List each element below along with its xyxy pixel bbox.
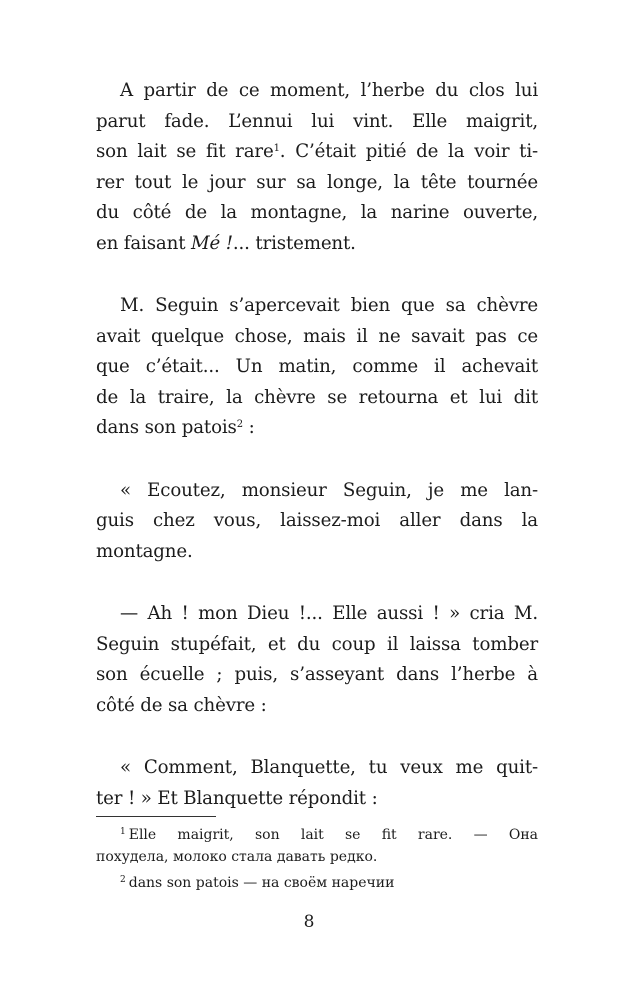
footnote-text: dans son patois — на своём наречии xyxy=(128,875,395,891)
text-line: montagne. xyxy=(96,540,193,562)
text-line: M. Seguin s’apercevait bien que sa chèvre xyxy=(120,295,538,316)
text-line xyxy=(96,137,538,168)
paragraph xyxy=(96,476,538,568)
paragraph xyxy=(96,599,538,721)
text-line: son écuelle ; puis, s’asseyant dans l’herbe à xyxy=(96,664,538,685)
text-span: son lait se fit rare xyxy=(96,141,274,162)
page-number: 8 xyxy=(303,912,315,932)
text-span: en faisant xyxy=(96,232,191,254)
text-line: guis chez vous, laissez-moi aller dans la xyxy=(96,510,538,531)
paragraph xyxy=(96,76,538,259)
text-line: rer tout le jour sur sa longe, la tête tournée xyxy=(96,171,538,193)
footnote-line xyxy=(96,872,538,894)
italic-text: Mé ! xyxy=(190,232,233,254)
footnote-line: похудела, молоко стала давать редко. xyxy=(96,849,378,865)
footnote-divider xyxy=(96,816,216,817)
paragraph-gap xyxy=(96,721,538,753)
text-line: parut fade. L’ennui lui vint. Elle maigrit, xyxy=(96,110,538,132)
text-line: A partir de ce moment, l’herbe du clos lui xyxy=(120,80,538,101)
footnote-text: Elle maigrit, son lait se fit rare. — Она xyxy=(128,827,538,843)
footnote-ref[interactable]: 2 xyxy=(236,419,243,430)
text-span: . C’était pitié de la voir ti- xyxy=(279,141,538,162)
footnote-marker: 2 xyxy=(120,875,126,885)
text-span: dans son patois xyxy=(96,417,237,438)
text-line: Seguin stupéfait, et du coup il laissa tomber xyxy=(96,633,538,655)
text-span: : xyxy=(242,417,255,438)
paragraph-gap xyxy=(96,567,538,599)
text-line xyxy=(96,229,538,260)
paragraph xyxy=(96,291,538,444)
paragraph-gap xyxy=(96,444,538,476)
footnote xyxy=(96,824,538,868)
text-line: que c’était... Un matin, comme il achevait xyxy=(96,356,538,377)
text-line: du côté de la montagne, la narine ouverte, xyxy=(96,202,538,223)
text-line: avait quelque chose, mais il ne savait pas ce xyxy=(96,325,538,347)
text-line: « Ecoutez, monsieur Seguin, je me lan- xyxy=(120,479,538,501)
footnote xyxy=(96,872,538,894)
page-body xyxy=(96,76,538,814)
text-line: de la traire, la chèvre se retourna et lui dit xyxy=(96,386,538,408)
text-line: — Ah ! mon Dieu !... Elle aussi ! » cria M. xyxy=(120,603,538,624)
text-line: « Comment, Blanquette, tu veux me quit- xyxy=(120,757,538,778)
paragraph xyxy=(96,753,538,814)
footnote-ref[interactable]: 1 xyxy=(273,143,280,154)
paragraph-gap xyxy=(96,259,538,291)
text-line: ter ! » Et Blanquette répondit : xyxy=(96,787,378,809)
footnote-marker: 1 xyxy=(120,827,126,837)
footnotes xyxy=(96,824,538,894)
footnote-line xyxy=(96,824,538,846)
text-span: ... tristement. xyxy=(232,232,356,254)
text-line: côté de sa chèvre : xyxy=(96,694,267,716)
text-line xyxy=(96,413,538,444)
